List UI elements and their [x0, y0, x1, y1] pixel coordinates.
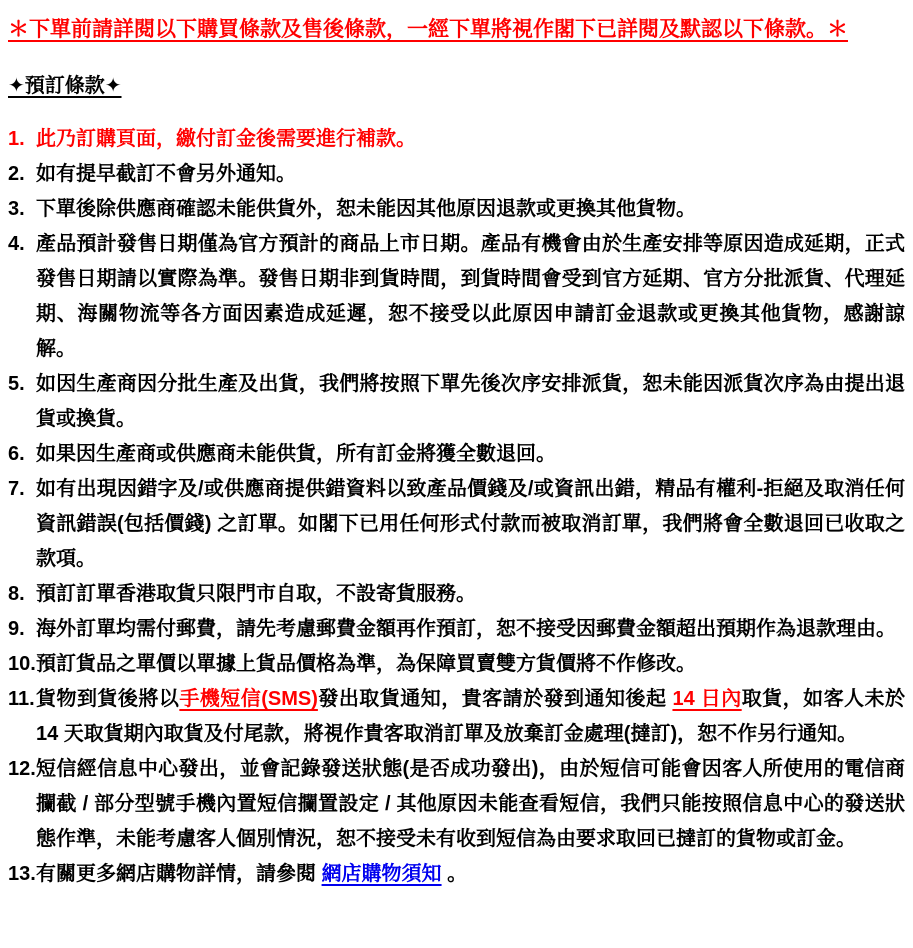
- term-text: 手機短信(SMS): [179, 688, 318, 710]
- term-number: 7.: [8, 478, 25, 500]
- term-item: [8, 227, 905, 367]
- terms-list: [8, 122, 905, 892]
- term-item: [8, 752, 905, 857]
- term-number: 2.: [8, 163, 25, 185]
- term-item: [8, 157, 905, 192]
- term-item: [8, 857, 905, 892]
- term-number: 9.: [8, 618, 25, 640]
- term-number: 13.: [8, 863, 36, 885]
- term-item: [8, 612, 905, 647]
- term-item: [8, 122, 905, 157]
- term-item: [8, 367, 905, 437]
- section-title-preorder-terms: ✦預訂條款✦: [8, 75, 122, 97]
- term-text: 發出取貨通知，貴客請於發到通知後起: [317, 688, 673, 710]
- term-number: 5.: [8, 373, 25, 395]
- term-number: 1.: [8, 128, 25, 150]
- term-text: 有關更多網店購物詳情，請參閱: [36, 863, 322, 885]
- term-text: 下單後除供應商確認未能供貨外，恕未能因其他原因退款或更換其他貨物。: [36, 198, 696, 220]
- term-item: [8, 192, 905, 227]
- term-text: 14 日內: [672, 688, 742, 710]
- term-item: [8, 682, 905, 752]
- term-text: 如有出現因錯字及/或供應商提供錯資料以致產品價錢及/或資訊出錯，精品有權利-拒絕及取消任何資訊錯誤(包括價錢) 之訂單。如閣下已用任何形式付款而被取消訂單，我們將會全數退回已收取之款項。: [36, 478, 905, 570]
- term-number: 6.: [8, 443, 25, 465]
- warning-header: ＊下單前請詳閱以下購買條款及售後條款，一經下單將視作閣下已詳閱及默認以下條款。＊: [8, 18, 848, 41]
- term-number: 12.: [8, 758, 36, 780]
- term-text: 此乃訂購頁面，繳付訂金後需要進行補款。: [36, 128, 416, 150]
- term-text: 貨物到貨後將以: [36, 688, 180, 710]
- term-number: 11.: [8, 688, 35, 710]
- term-number: 4.: [8, 233, 25, 255]
- term-text: 預訂訂單香港取貨只限門市自取，不設寄貨服務。: [36, 583, 476, 605]
- shop-guide-link[interactable]: 網店購物須知: [321, 863, 442, 885]
- term-text: 預訂貨品之單價以單據上貨品價格為準，為保障買賣雙方貨價將不作修改。: [36, 653, 696, 675]
- term-item: [8, 472, 905, 577]
- term-text: 海外訂單均需付郵費，請先考慮郵費金額再作預訂，恕不接受因郵費金額超出預期作為退款理由。: [36, 618, 896, 640]
- term-item: [8, 647, 905, 682]
- term-number: 3.: [8, 198, 25, 220]
- term-text: 短信經信息中心發出，並會記錄發送狀態(是否成功發出)，由於短信可能會因客人所使用的電信商攔截 / 部分型號手機內置短信攔置設定 / 其他原因未能查看短信，我們只能按照信息中心的發送狀態作準，未能考慮客人個別情況，恕不接受未有收到短信為由要求取回已撻訂的貨物或訂金。: [36, 758, 905, 850]
- term-text: 。: [441, 863, 468, 885]
- term-number: 8.: [8, 583, 25, 605]
- term-text: 如有提早截訂不會另外通知。: [36, 163, 296, 185]
- term-item: [8, 577, 905, 612]
- term-number: 10.: [8, 653, 36, 675]
- term-text: 如因生產商因分批生產及出貨，我們將按照下單先後次序安排派貨，恕未能因派貨次序為由提出退貨或換貨。: [36, 373, 905, 430]
- term-text: 取貨，如客人未於 14 天取貨期內取貨及付尾款，將視作貴客取消訂單及放棄訂金處理(撻訂)，恕不作另行通知。: [36, 688, 906, 745]
- term-item: [8, 437, 905, 472]
- term-text: 產品預計發售日期僅為官方預計的商品上市日期。產品有機會由於生產安排等原因造成延期，正式發售日期請以實際為準。發售日期非到貨時間，到貨時間會受到官方延期、官方分批派貨、代理延期、海關物流等各方面因素造成延遲，恕不接受以此原因申請訂金退款或更換其他貨物，感謝諒解。: [36, 233, 905, 360]
- term-text: 如果因生產商或供應商未能供貨，所有訂金將獲全數退回。: [36, 443, 556, 465]
